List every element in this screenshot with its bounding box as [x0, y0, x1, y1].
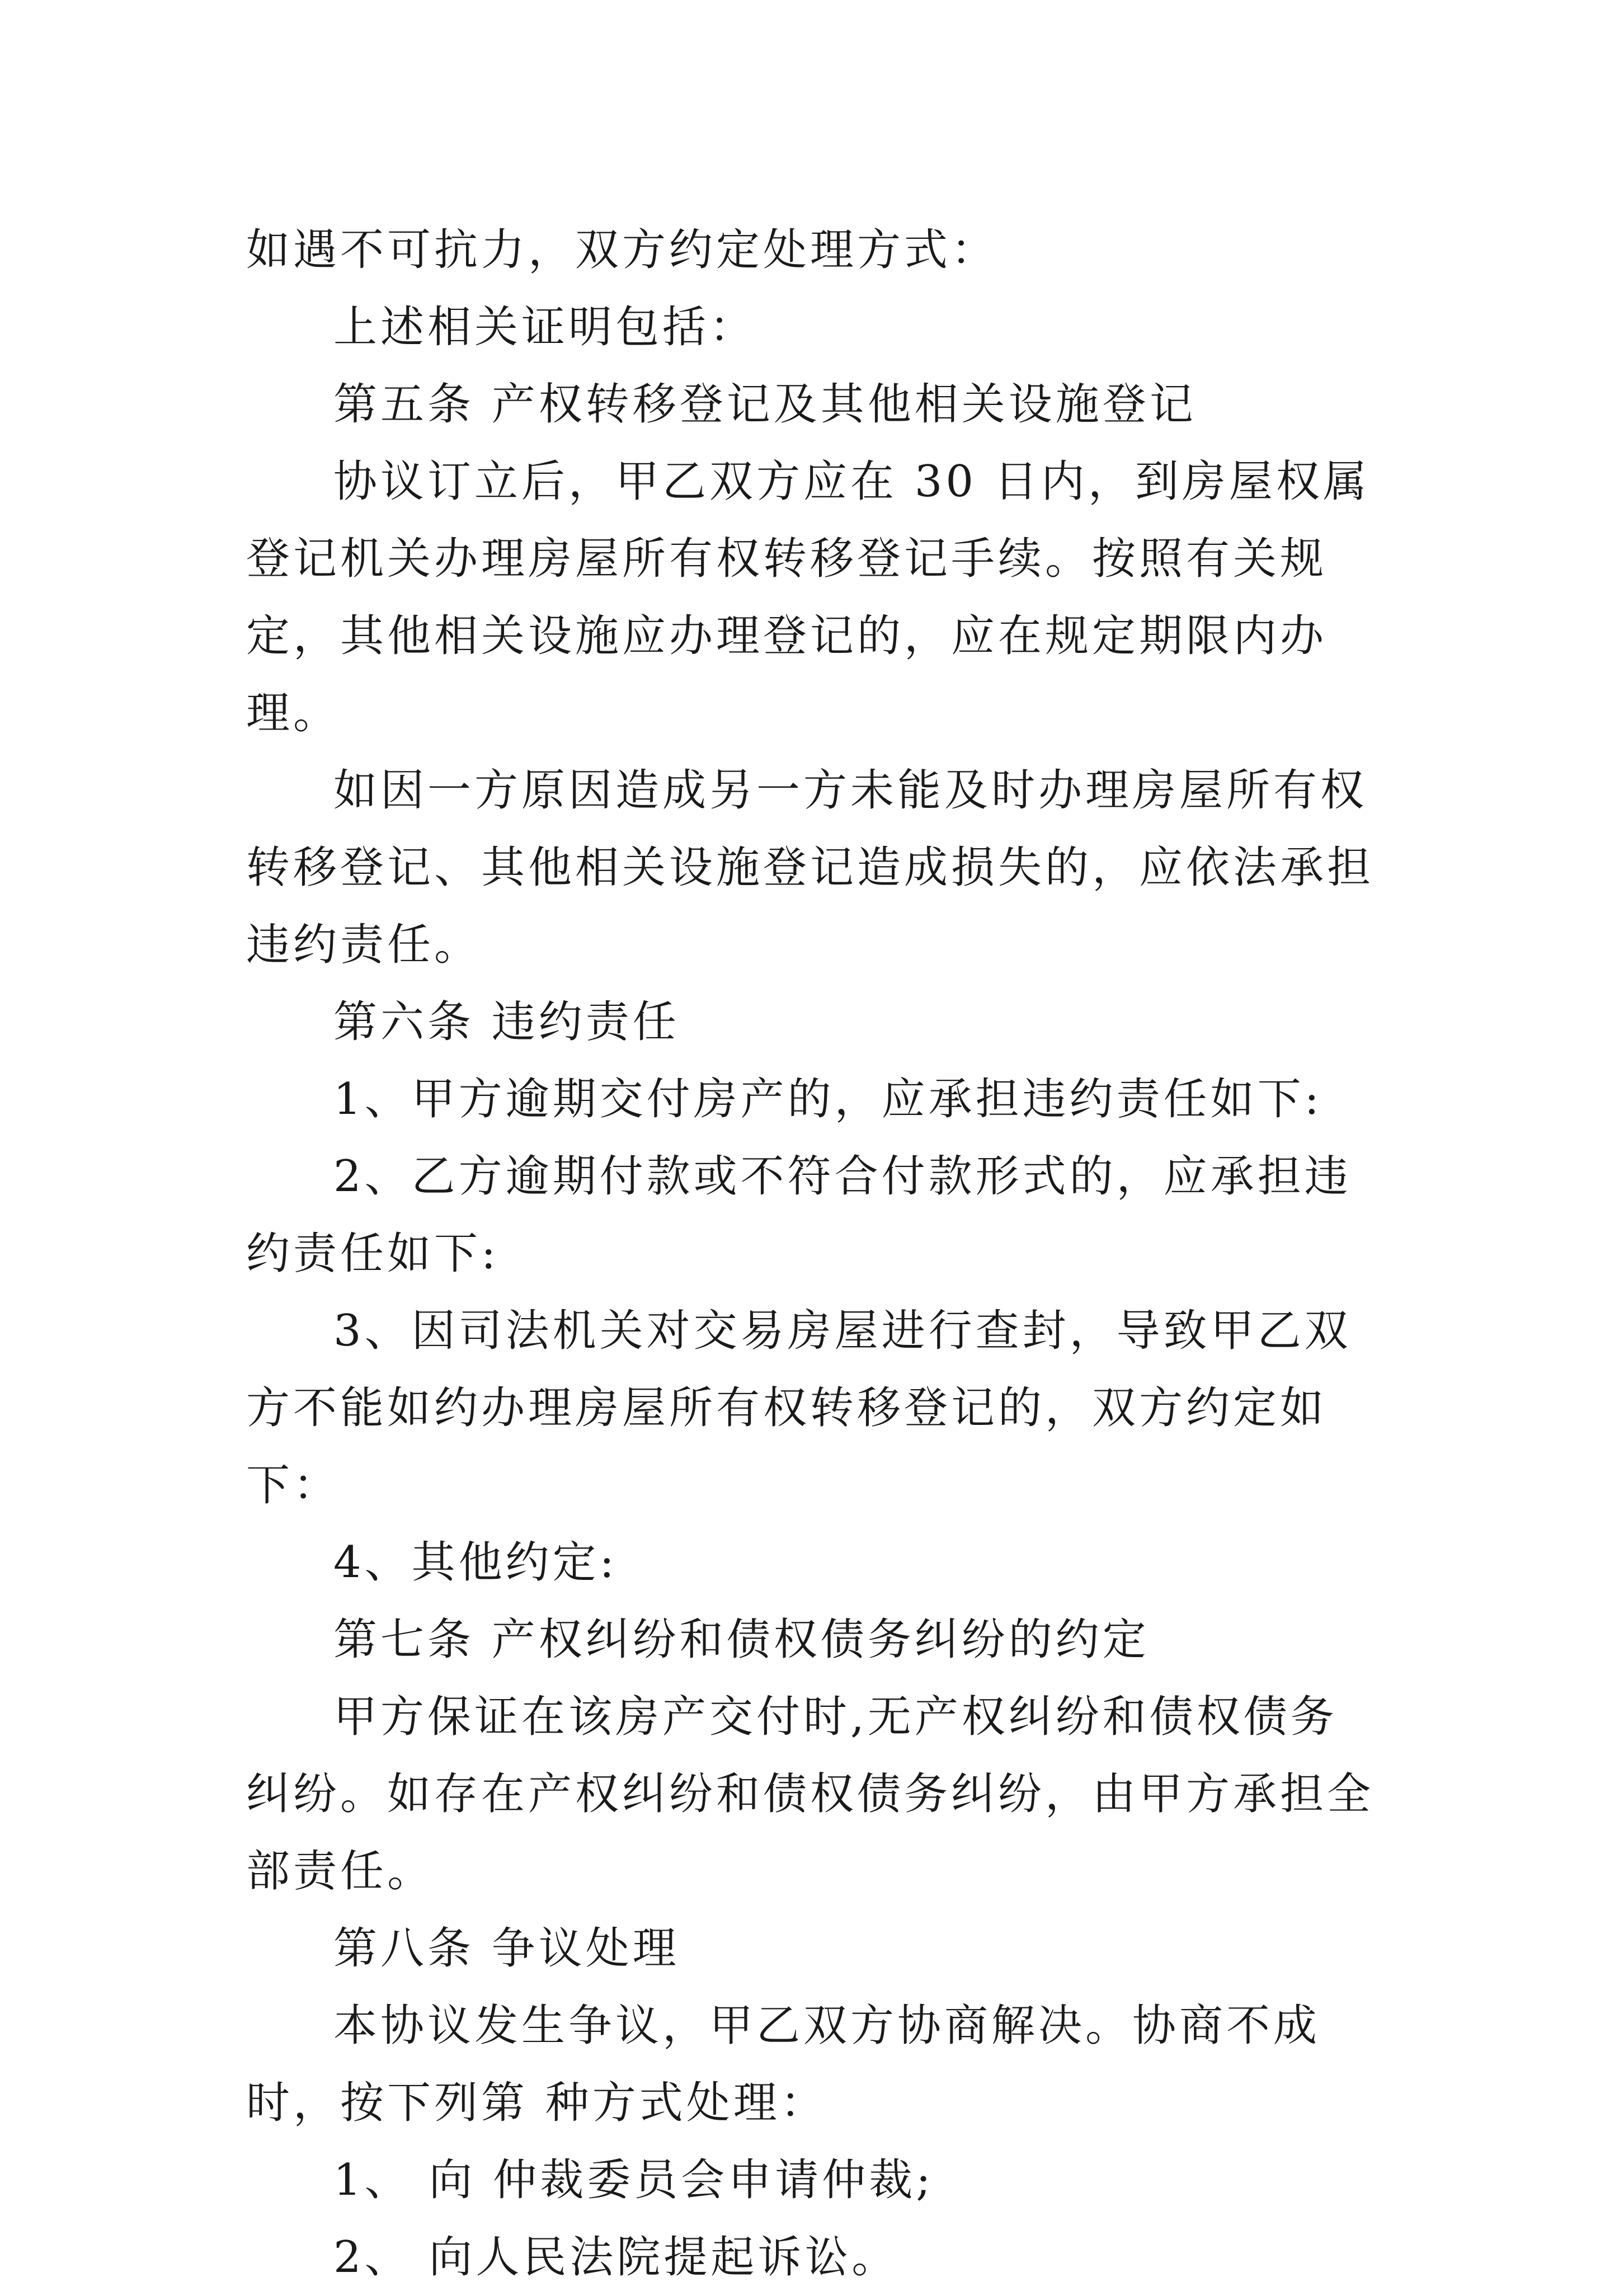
resolution-item-2: 2、 向人民法院提起诉讼。: [333, 2232, 899, 2283]
article-5-heading: 第五条 产权转移登记及其他相关设施登记: [333, 379, 1197, 430]
resolution-item-1: 1、 向 仲裁委员会申请仲裁;: [333, 2155, 934, 2205]
article-8-heading: 第八条 争议处理: [333, 1923, 680, 1974]
paragraph-dispute-guarantee: 甲方保证在该房产交付时,无产权纠纷和债权债务纠纷。如存在产权纠纷和债权债务纠纷，由甲方承担全部责任。: [246, 1692, 1375, 1897]
paragraph-dispute-resolution: 本协议发生争议，甲乙双方协商解决。协商不成时，按下列第 种方式处理：: [246, 2001, 1321, 2128]
liability-item-4: 4、其他约定:: [333, 1537, 618, 1588]
liability-item-2: 2、乙方逾期付款或不符合付款形式的，应承担违约责任如下:: [246, 1151, 1352, 1279]
article-7-heading: 第七条 产权纠纷和债权债务纠纷的约定: [333, 1615, 1150, 1665]
liability-item-1: 1、甲方逾期交付房产的，应承担违约责任如下:: [333, 1074, 1323, 1125]
paragraph-proof: 上述相关证明包括：: [333, 302, 757, 352]
paragraph-registration: 协议订立后，甲乙双方应在 30 日内，到房屋权属登记机关办理房屋所有权转移登记手续。按照有关规定，其他相关设施应办理登记的，应在规定期限内办理。: [246, 457, 1370, 738]
liability-item-3: 3、因司法机关对交易房屋进行查封，导致甲乙双方不能如约办理房屋所有权转移登记的，双方约定如下：: [246, 1306, 1352, 1511]
article-6-heading: 第六条 违约责任: [333, 997, 680, 1047]
document-body: [246, 211, 1382, 2296]
paragraph-registration-liability: 如因一方原因造成另一方未能及时办理房屋所有权转移登记、其他相关设施登记造成损失的，应依法承担违约责任。: [246, 765, 1375, 970]
paragraph-force-majeure: 如遇不可抗力，双方约定处理方式：: [246, 225, 999, 275]
